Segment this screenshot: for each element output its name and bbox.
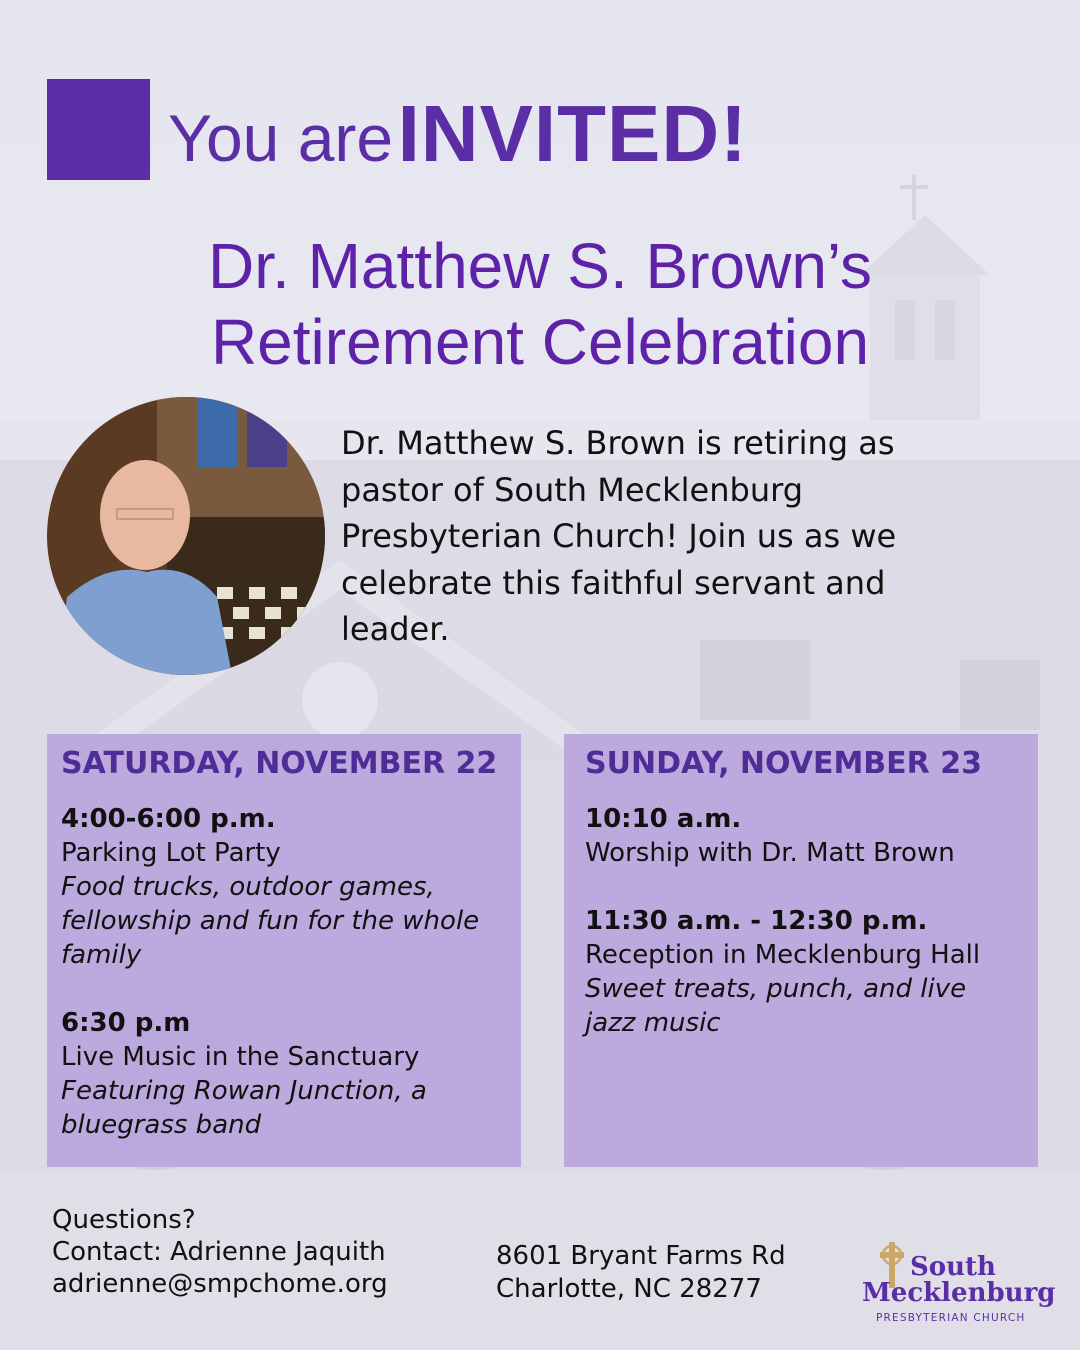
contact-block [52,1204,388,1300]
sunday-heading: SUNDAY, NOVEMBER 23 [585,746,982,781]
event-title [0,228,1080,380]
event-item [585,802,1024,870]
event-name: Worship with Dr. Matt Brown [585,838,955,868]
questions-label: Questions? [52,1205,196,1235]
event-time: 11:30 a.m. - 12:30 p.m. [585,906,928,936]
church-logo [862,1238,1056,1326]
logo-name-line-2: Mecklenburg [862,1278,1056,1308]
saturday-panel [47,734,521,1167]
address-block [496,1240,786,1306]
title-line-1: Dr. Matthew S. Brown’s [208,230,872,302]
address-city: Charlotte, NC 28277 [496,1274,762,1304]
event-item [61,802,507,972]
event-time: 10:10 a.m. [585,804,742,834]
event-time: 4:00-6:00 p.m. [61,804,276,834]
event-item [585,904,1024,1040]
event-name: Live Music in the Sanctuary [61,1042,420,1072]
contact-email[interactable]: adrienne@smpchome.org [52,1269,388,1299]
sunday-panel [564,734,1038,1167]
intro-text: Dr. Matthew S. Brown is retiring as pastor of South Mecklenburg Presbyterian Church! Join us as we celebrate this faithful servant and leader. [341,424,897,648]
saturday-heading: SATURDAY, NOVEMBER 22 [61,746,498,781]
event-description: Sweet treats, punch, and live jazz music [585,974,967,1038]
event-name: Parking Lot Party [61,838,281,868]
header-accent-square [47,79,150,180]
event-item [61,1006,507,1142]
pastor-photo [47,397,325,675]
logo-name-line-1: South [910,1252,996,1282]
event-description: Featuring Rowan Junction, a bluegrass band [61,1076,427,1140]
contact-name: Contact: Adrienne Jaquith [52,1237,386,1267]
invited-headline [168,88,748,188]
logo-subtitle: PRESBYTERIAN CHURCH [876,1312,1026,1324]
event-description: Food trucks, outdoor games, fellowship and fun for the whole family [61,872,480,970]
address-street: 8601 Bryant Farms Rd [496,1241,786,1271]
event-time: 6:30 p.m [61,1008,191,1038]
title-line-2: Retirement Celebration [210,306,870,378]
headline-emphasis: INVITED! [397,89,748,178]
event-name: Reception in Mecklenburg Hall [585,940,981,970]
headline-prefix: You are [168,101,394,175]
